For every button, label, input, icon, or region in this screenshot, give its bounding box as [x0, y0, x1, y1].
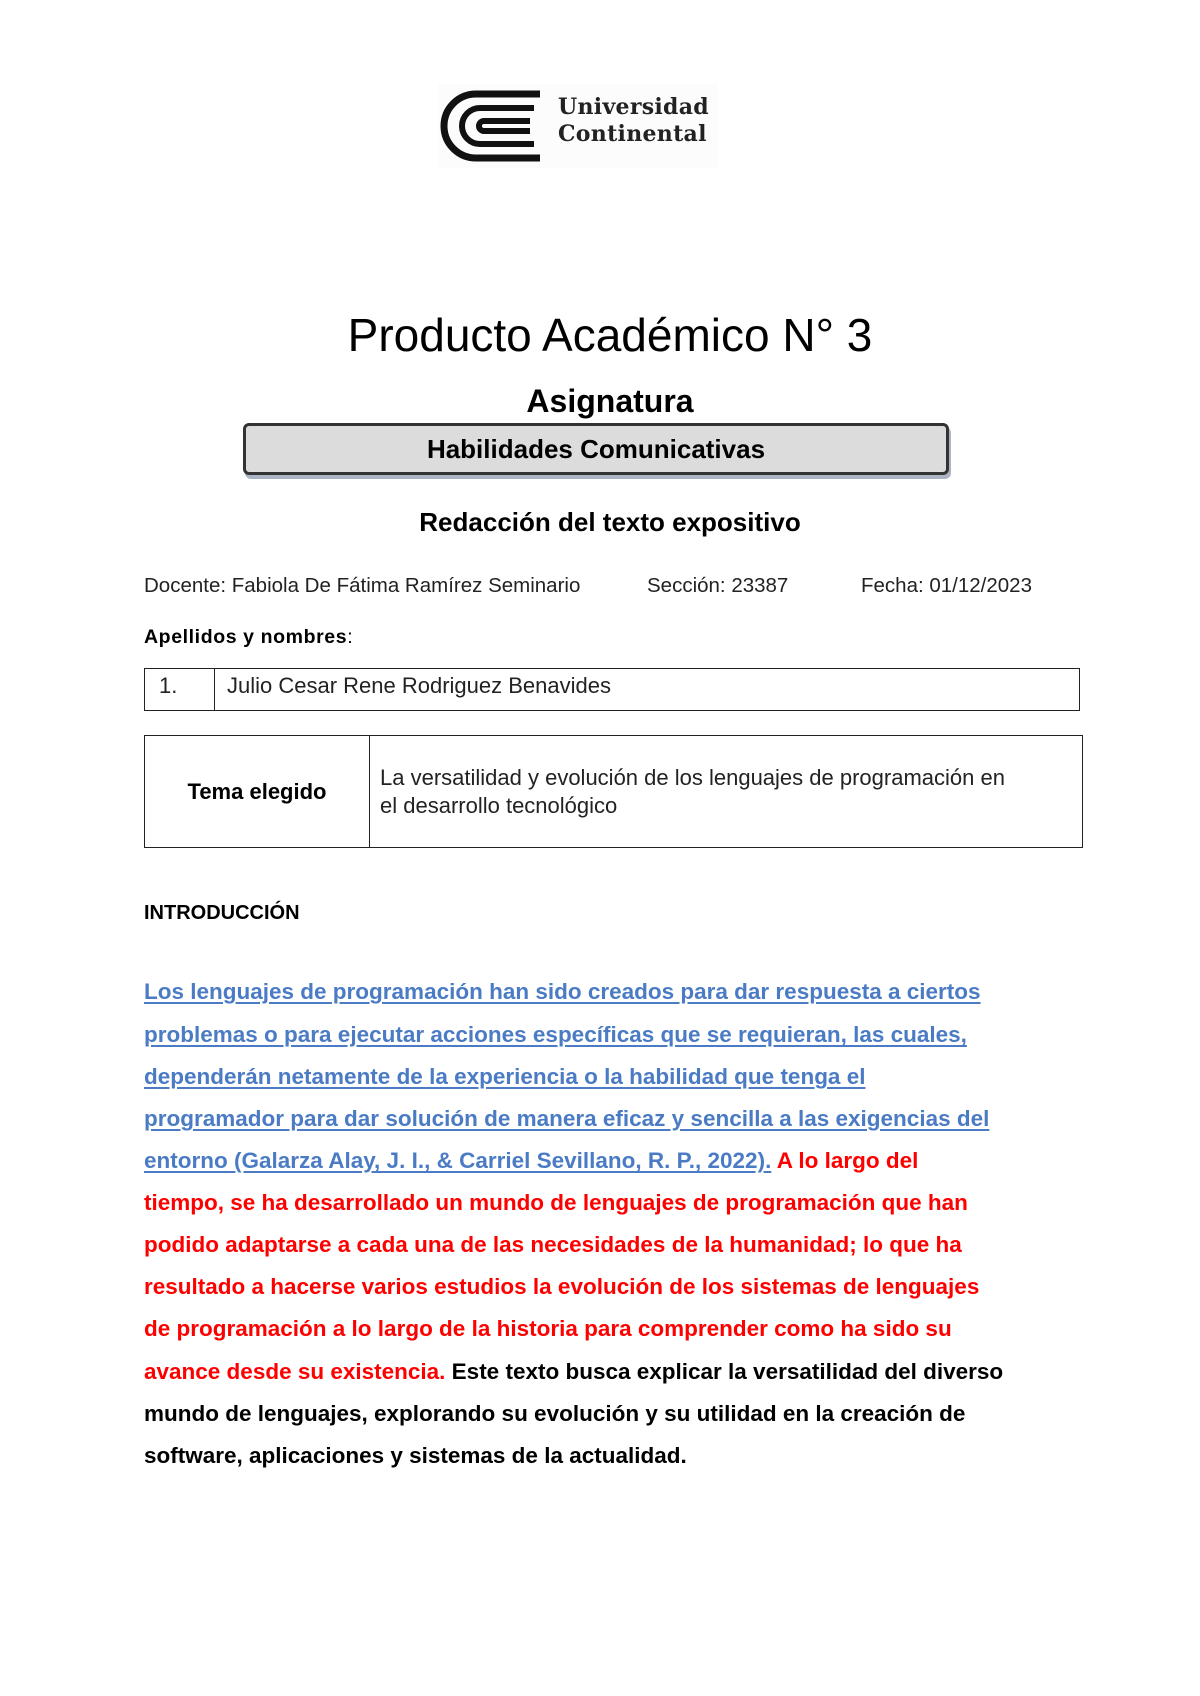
paragraph-line — [144, 1062, 865, 1092]
topic-value — [370, 736, 1083, 848]
assignment-title: Redacción del texto expositivo — [419, 507, 801, 537]
document-title: Producto Académico N° 3 — [347, 309, 873, 361]
seccion: Sección: 23387 — [647, 574, 789, 597]
highlighted-text: avance desde su existencia. — [144, 1359, 446, 1384]
paragraph-line — [144, 977, 981, 1007]
student-number: 1. — [145, 669, 215, 711]
citation-text: entorno (Galarza Alay, J. I., & Carriel Sevillano, R. P., 2022). — [144, 1148, 772, 1173]
subject-box — [243, 423, 949, 475]
students-label-text: Apellidos y nombres — [144, 626, 348, 648]
body-text: software, aplicaciones y sistemas de la actualidad. — [144, 1443, 687, 1468]
paragraph-line — [144, 1441, 687, 1471]
docente: Docente: Fabiola De Fátima Ramírez Seminario — [144, 574, 581, 597]
logo-text — [558, 94, 709, 148]
logo-line-2: Continental — [558, 121, 707, 147]
paragraph-line — [144, 1104, 989, 1134]
body-text: mundo de lenguajes, explorando su evolución y su utilidad en la creación de — [144, 1401, 966, 1426]
topic-line-2: el desarrollo tecnológico — [380, 792, 618, 818]
topic-table — [144, 735, 1083, 848]
table-row — [145, 736, 1083, 848]
highlighted-text: tiempo, se ha desarrollado un mundo de lenguajes de programación que han — [144, 1190, 968, 1215]
topic-line-1: La versatilidad y evolución de los lenguajes de programación en — [380, 764, 1005, 790]
citation-text: programador para dar solución de manera eficaz y sencilla a las exigencias del — [144, 1106, 990, 1131]
students-table — [144, 668, 1080, 711]
paragraph-line — [144, 1188, 968, 1218]
university-logo — [438, 84, 718, 168]
body-text: Este texto busca explicar la versatilidad del diverso — [445, 1359, 1004, 1384]
table-row — [145, 669, 1080, 711]
paragraph-line — [144, 1357, 1003, 1387]
paragraph-line — [144, 1230, 962, 1260]
citation-text: Los lenguajes de programación han sido creados para dar respuesta a ciertos — [144, 979, 981, 1004]
students-label-colon: : — [347, 626, 354, 648]
citation-text: problemas o para ejecutar acciones específicas que se requieran, las cuales, — [144, 1022, 967, 1047]
highlighted-text: resultado a hacerse varios estudios la evolución de los sistemas de lenguajes — [144, 1274, 980, 1299]
student-name: Julio Cesar Rene Rodriguez Benavides — [215, 669, 1080, 711]
citation-text: dependerán netamente de la experiencia o la habilidad que tenga el — [144, 1064, 866, 1089]
logo-line-1: Universidad — [558, 94, 709, 120]
highlighted-text: A lo largo del — [771, 1148, 919, 1173]
students-label — [144, 626, 353, 649]
fecha: Fecha: 01/12/2023 — [861, 574, 1032, 597]
paragraph-line — [144, 1399, 965, 1429]
paragraph-line — [144, 1020, 967, 1050]
paragraph-line — [144, 1272, 979, 1302]
highlighted-text: podido adaptarse a cada una de las necesidades de la humanidad; lo que ha — [144, 1232, 962, 1257]
topic-label: Tema elegido — [145, 736, 370, 848]
intro-heading: INTRODUCCIÓN — [144, 902, 300, 924]
subject-label: Asignatura — [526, 383, 694, 419]
subject-name: Habilidades Comunicativas — [426, 433, 766, 464]
highlighted-text: de programación a lo largo de la historia para comprender como ha sido su — [144, 1316, 952, 1341]
paragraph-line — [144, 1314, 952, 1344]
paragraph-line — [144, 1146, 918, 1176]
continental-logo-icon — [438, 84, 548, 168]
